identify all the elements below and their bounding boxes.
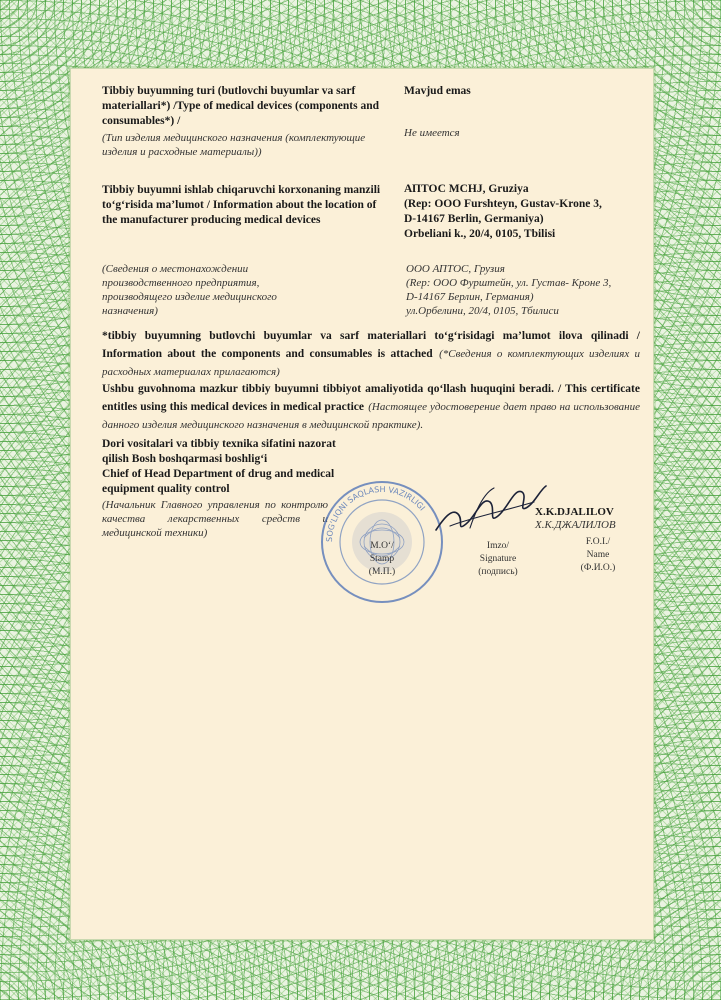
signature-icon [430, 478, 550, 538]
name-label [568, 536, 628, 575]
manufacturer-value-ru-line3: D-14167 Берлин, Германия) [406, 291, 534, 303]
stamp-label-line3: (М.П.) [368, 567, 396, 577]
manufacturer-value-line3: D-14167 Berlin, Germaniya) [404, 213, 544, 225]
manufacturer-label: Tibbiy buyumni ishlab chiqaruvchi korxonaning manzili to‘g‘risida ma’lumot / Information about the location of the manufacturer producing medical devices [102, 184, 381, 226]
components-note-text: *tibbiy buyumning butlovchi buyumlar va sarf materiallari to‘g‘risidagi ma’lumot ilova qilinadi / Information about the components and consumables is attached [102, 330, 640, 360]
signature [430, 478, 550, 538]
entitlement-text: Ushbu guvohnoma mazkur tibbiy buyumni tibbiyot amaliyotida qo‘llash huquqini beradi. / This certificate entitles using this medical devices in medical practice [102, 383, 640, 413]
signatory-title-line3: Chief of Head Department of drug and medical [102, 468, 335, 480]
device-type-label-ru: (Тип изделия медицинского назначения (комплектующие изделия и расходные материалы)) [102, 132, 366, 158]
entitlement-statement [102, 379, 640, 433]
name-label-line2: Name [586, 550, 610, 560]
signature-label [468, 540, 528, 579]
manufacturer-value-line1: АПТОС MCHJ, Gruziya [404, 183, 529, 195]
signatory-title-line2: qilish Bosh boshqarmasi boshlig‘i [102, 453, 268, 465]
stamp-label-line1: M.O‘/ [370, 541, 394, 551]
name-label-line1: F.O.I./ [585, 537, 611, 547]
signatory-title-ru-line2: качества лекарственных средств и [102, 513, 328, 525]
device-type-label: Tibbiy buyumning turi (butlovchi buyumlar va sarf materiallari*) /Type of medical devices (components and consumables*) / [102, 85, 380, 127]
signatory-title-line1: Dori vositalari va tibbiy texnika sifatini nazorat [102, 438, 336, 450]
stamp-ring-text: SOG'LIQNI SAQLASH VAZIRLIGI [324, 484, 427, 543]
components-note [102, 326, 640, 380]
entitlement-text-ru: (Настоящее удостоверение дает право на использование данного изделия медицинского назначения в медицинской практике). [102, 401, 640, 431]
manufacturer-value-ru-line1: ООО АПТОС, Грузия [406, 263, 505, 275]
signature-label-line2: Signature [479, 554, 517, 564]
signature-label-line3: (подпись) [478, 567, 518, 577]
manufacturer-value-ru-line2: (Rep: ООО Фурштейн, ул. Густав- Кроне 3, [406, 277, 612, 289]
signatory-title-ru-line1: (Начальник Главного управления по контролю [102, 499, 328, 511]
signatory-title-line4: equipment quality control [102, 483, 230, 495]
signatory-name-cyrillic: Х.К.ДЖАЛИЛОВ [535, 519, 616, 531]
manufacturer-label-ru: (Сведения о местонахождении производственного предприятия, производящего изделие медицинского назначения) [102, 263, 277, 317]
manufacturer-value-line2: (Rep: ООО Furshteyn, Gustav-Krone 3, [404, 198, 602, 210]
stamp-label [352, 540, 412, 579]
signature-label-line1: Imzo/ [486, 541, 510, 551]
components-note-text-ru: (*Сведения о комплектующих изделиях и расходных материалах прилагаются) [102, 348, 641, 378]
device-type-value-ru: Не имеется [404, 127, 460, 139]
signatory-name-latin: X.K.DJALILOV [535, 506, 614, 518]
manufacturer-value-line4: Orbeliani k., 20/4, 0105, Tbilisi [404, 228, 556, 240]
name-label-line3: (Ф.И.О.) [580, 563, 616, 573]
manufacturer-value-ru-line4: ул.Орбелини, 20/4, 0105, Тбилиси [406, 305, 559, 317]
stamp-label-line2: Stamp [369, 554, 395, 564]
signatory-title-ru-line3: медицинской техники) [102, 527, 208, 539]
device-type-value: Mavjud emas [404, 85, 471, 97]
